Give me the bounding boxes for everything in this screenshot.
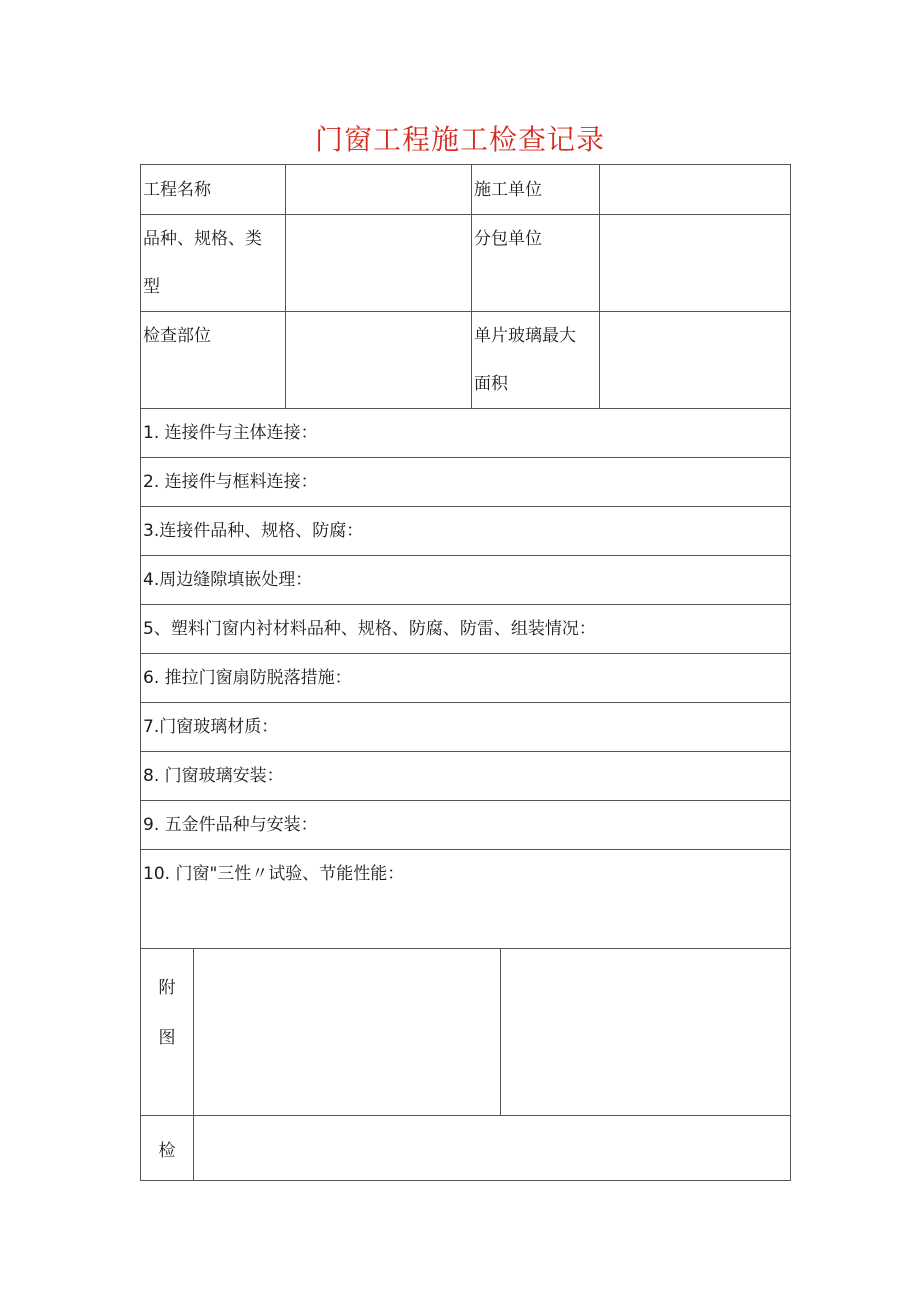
attachment-label-char2: 图 [158, 1028, 176, 1048]
max-glass-area-value[interactable] [600, 312, 791, 409]
check-item[interactable]: 7.门窗玻璃材质： [141, 703, 791, 752]
max-glass-area-line2: 面积 [474, 374, 508, 394]
check-item[interactable]: 1. 连接件与主体连接： [141, 409, 791, 458]
construction-unit-label: 施工单位 [472, 165, 600, 215]
check-item[interactable]: 3.连接件品种、规格、防腐： [141, 507, 791, 556]
check-item[interactable]: 10. 门窗"三性〃试验、节能性能： [141, 850, 791, 949]
attachment-table [140, 948, 791, 1181]
project-name-value[interactable] [286, 165, 472, 215]
check-item[interactable]: 4.周边缝隙填嵌处理： [141, 556, 791, 605]
variety-value[interactable] [286, 215, 472, 312]
max-glass-area-line1: 单片玻璃最大 [474, 326, 576, 346]
construction-unit-value[interactable] [600, 165, 791, 215]
check-item[interactable]: 9. 五金件品种与安装： [141, 801, 791, 850]
attachment-area-left[interactable] [194, 949, 501, 1116]
variety-label [141, 215, 286, 312]
project-name-label: 工程名称 [141, 165, 286, 215]
form-table [140, 164, 791, 949]
attachment-label-char1: 附 [158, 978, 176, 998]
subcontract-unit-label: 分包单位 [472, 215, 600, 312]
variety-label-line1: 品种、规格、类 [143, 229, 262, 249]
check-item[interactable]: 6. 推拉门窗扇防脱落措施： [141, 654, 791, 703]
check-label: 检 [141, 1116, 194, 1181]
variety-label-line2: 型 [143, 277, 160, 297]
document-title: 门窗工程施工检查记录 [314, 123, 605, 156]
check-item[interactable]: 8. 门窗玻璃安装： [141, 752, 791, 801]
inspection-form [140, 164, 790, 1181]
attachment-label [141, 949, 194, 1116]
check-area[interactable] [194, 1116, 791, 1181]
inspection-part-label: 检查部位 [141, 312, 286, 409]
subcontract-unit-value[interactable] [600, 215, 791, 312]
max-glass-area-label [472, 312, 600, 409]
attachment-area-right[interactable] [501, 949, 791, 1116]
check-item[interactable]: 5、塑料门窗内衬材料品种、规格、防腐、防雷、组装情况： [141, 605, 791, 654]
check-item[interactable]: 2. 连接件与框料连接： [141, 458, 791, 507]
inspection-part-value[interactable] [286, 312, 472, 409]
